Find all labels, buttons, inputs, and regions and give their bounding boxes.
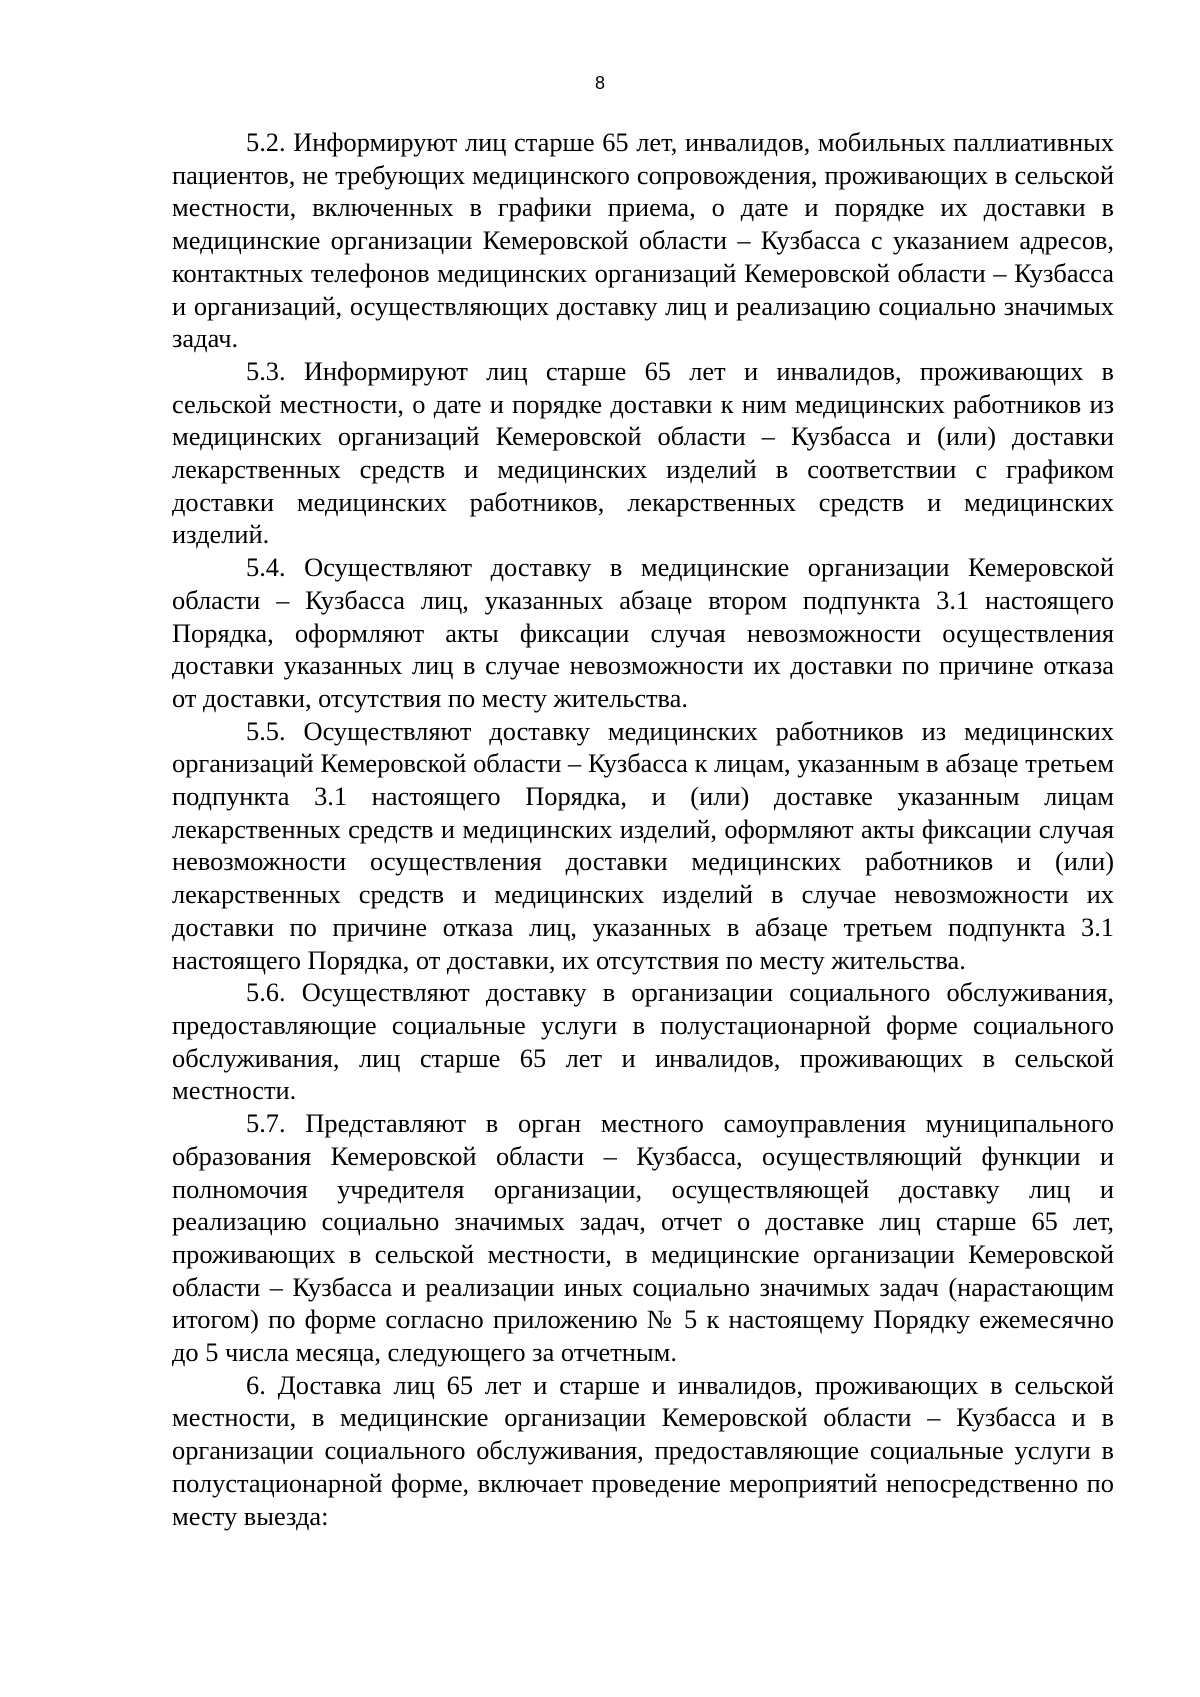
paragraph-5-5: 5.5. Осуществляют доставку медицинских работников из медицинских организаций Кемеровской области – Кузбасса к лицам, указанным в абзаце третьем подпункта 3.1 настоящего Порядка, и (или) доставке указанным лицам лекарственных средств и медицинских изделий, оформляют акты фиксации случая невозможности осуществления доставки медицинских работников и (или) лекарственных средств и медицинских изделий в случае невозможности их доставки по причине отказа лиц, указанных в абзаце третьем подпункта 3.1 настоящего Порядка, от доставки, их отсутствия по месту жительства. [172,715,1114,975]
paragraph-5-4: 5.4. Осуществляют доставку в медицинские организации Кемеровской области – Кузбасса лиц, указанных абзаце втором подпункта 3.1 настоящего Порядка, оформляют акты фиксации случая невозможности осуществления доставки указанных лиц в случае невозможности их доставки по причине отказа от доставки, отсутствия по месту жительства. [172,552,1114,713]
document-body [172,126,1114,1532]
paragraph-5-2: 5.2. Информируют лиц старше 65 лет, инвалидов, мобильных паллиативных пациентов, не требующих медицинского сопровождения, проживающих в сельской местности, включенных в графики приема, о дате и порядке их доставки в медицинские организации Кемеровской области – Кузбасса с указанием адресов, контактных телефонов медицинских организаций Кемеровской области – Кузбасса и организаций, осуществляющих доставку лиц и реализацию социально значимых задач. [172,127,1114,354]
paragraph-5-3: 5.3. Информируют лиц старше 65 лет и инвалидов, проживающих в сельской местности, о дате и порядке доставки к ним медицинских работников из медицинских организаций Кемеровской области – Кузбасса и (или) доставки лекарственных средств и медицинских изделий в соответствии с графиком доставки медицинских работников, лекарственных средств и медицинских изделий. [172,355,1114,550]
page-number: 8 [594,73,605,93]
paragraph-6: 6. Доставка лиц 65 лет и старше и инвалидов, проживающих в сельской местности, в медицинские организации Кемеровской области – Кузбасса и в организации социального обслуживания, предоставляющие социальные услуги в полустационарной форме, включает проведение мероприятий непосредственно по месту выезда: [172,1369,1114,1531]
paragraph-5-6: 5.6. Осуществляют доставку в организации социального обслуживания, предоставляющие социальные услуги в полустационарной форме социального обслуживания, лиц старше 65 лет и инвалидов, проживающих в сельской местности. [172,977,1114,1106]
paragraph-5-7: 5.7. Представляют в орган местного самоуправления муниципального образования Кемеровской области – Кузбасса, осуществляющий функции и полномочия учредителя организации, осуществляющей доставку лиц и реализацию социально значимых задач, отчет о доставке лиц старше 65 лет, проживающих в сельской местности, в медицинские организации Кемеровской области – Кузбасса и реализации иных социально значимых задач (нарастающим итогом) по форме согласно приложению № 5 к настоящему Порядку ежемесячно до 5 числа месяца, следующего за отчетным. [172,1108,1114,1368]
